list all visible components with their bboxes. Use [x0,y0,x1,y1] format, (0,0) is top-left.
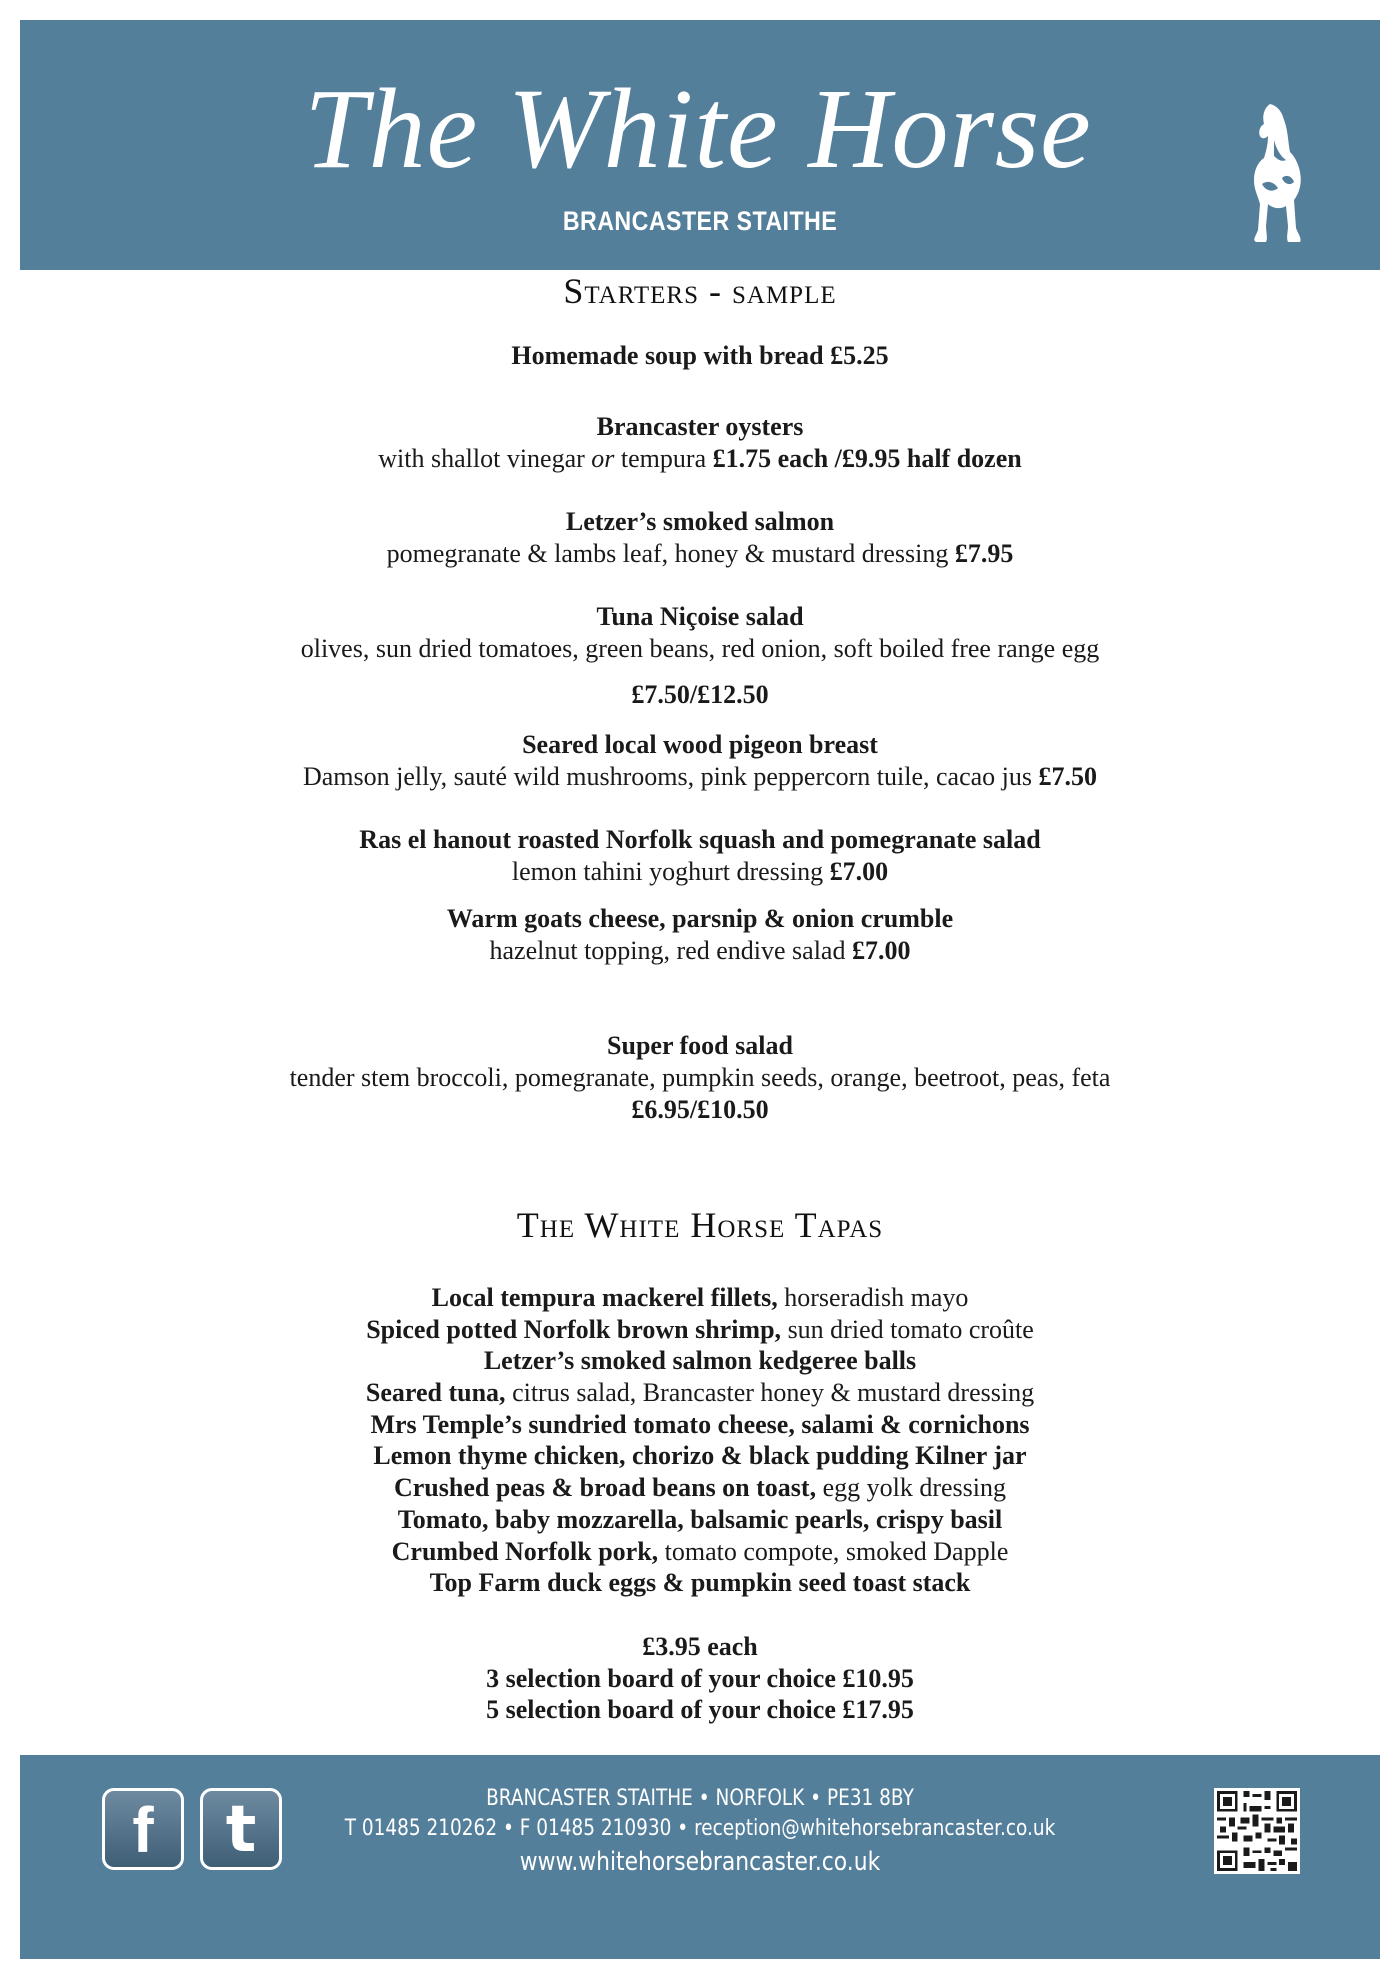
item-price: £7.00 [851,936,911,965]
item-name: Mrs Temple’s sundried tomato cheese, salami & cornichons [370,1409,1030,1439]
item-description: sun dried tomato croûte [787,1314,1034,1344]
item-description: Damson jelly, sauté wild mushrooms, pink peppercorn tuile, cacao jus [302,762,1033,791]
starter-item [0,729,1400,793]
item-description-or: or [591,444,615,473]
tapas-price-each: £3.95 each [642,1632,758,1661]
item-name: Letzer’s smoked salmon [565,507,835,536]
brand-title: The White Horse [304,65,1092,192]
item-name: Top Farm duck eggs & pumpkin seed toast stack [429,1568,971,1598]
tapas-pricing [0,1631,1400,1726]
starter-item [0,411,1400,475]
item-name: Homemade soup with bread [511,341,824,370]
list-item [0,1567,1400,1599]
tapas-list [0,1282,1400,1599]
list-item [0,1472,1400,1504]
starter-item [0,340,1400,372]
item-name: Seared local wood pigeon breast [522,730,878,759]
item-name: Super food salad [607,1031,793,1060]
item-description: tempura [614,444,707,473]
item-name: Warm goats cheese, parsnip & onion crumble [446,904,954,933]
footer-address: BRANCASTER STAITHE • NORFOLK • PE31 8BY [486,1786,914,1811]
list-item [0,1504,1400,1536]
tapas-heading: The White Horse Tapas [516,1205,884,1245]
starter-item [0,601,1400,711]
facebook-icon[interactable]: f [102,1788,184,1870]
item-description: tomato compote, smoked Dapple [664,1536,1009,1566]
item-name: Brancaster oysters [596,412,804,441]
tapas-price-board-3: 3 selection board of your choice £10.95 [486,1663,914,1693]
item-description: with shallot vinegar [378,444,592,473]
item-description: horseradish mayo [784,1283,969,1312]
starter-item [0,903,1400,967]
list-item [0,1409,1400,1441]
item-name: Crushed peas & broad beans on toast, [393,1473,817,1503]
item-name: Spiced potted Norfolk brown shrimp, [366,1314,782,1344]
item-name: Tomato, baby mozzarella, balsamic pearls, crispy basil [397,1504,1003,1534]
tapas-price-board-5: 5 selection board of your choice £17.95 [486,1695,914,1725]
list-item [0,1377,1400,1409]
item-name: Lemon thyme chicken, chorizo & black pudding Kilner jar [373,1441,1027,1471]
item-description: pomegranate & lambs leaf, honey & mustard dressing [386,539,949,568]
footer-contact[interactable]: T 01485 210262 • F 01485 210930 • reception@whitehorsebrancaster.co.uk [344,1816,1056,1841]
starters-heading: Starters - sample [563,271,837,311]
item-price: £6.95/£10.50 [631,1095,769,1124]
item-price: £5.25 [830,341,889,370]
footer-website[interactable]: www.whitehorsebrancaster.co.uk [519,1847,881,1877]
list-item [0,1536,1400,1568]
item-price: £7.00 [829,857,889,886]
item-description: lemon tahini yoghurt dressing [511,857,824,886]
item-name: Ras el hanout roasted Norfolk squash and pomegranate salad [359,825,1041,854]
item-price: £7.50 [1038,762,1098,791]
starter-item [0,1030,1400,1126]
list-item [0,1314,1400,1346]
item-description: olives, sun dried tomatoes, green beans, red onion, soft boiled free range egg [300,634,1100,663]
item-price: £1.75 each /£9.95 half dozen [712,444,1022,473]
item-name: Crumbed Norfolk pork, [391,1536,659,1566]
brand-subtitle: BRANCASTER STAITHE [562,206,838,236]
starter-item [0,506,1400,570]
twitter-icon[interactable]: t [200,1788,282,1870]
item-description: egg yolk dressing [822,1473,1006,1503]
item-name: Letzer’s smoked salmon kedgeree balls [483,1346,917,1376]
item-description: tender stem broccoli, pomegranate, pumpkin seeds, orange, beetroot, peas, feta [289,1063,1111,1092]
item-price: £7.95 [954,539,1014,568]
item-name: Tuna Niçoise salad [596,602,804,631]
horse-icon [1240,100,1316,248]
item-description: hazelnut topping, red endive salad [489,936,846,965]
list-item [0,1440,1400,1472]
item-name: Local tempura mackerel fillets, [431,1283,778,1312]
item-name: Seared tuna, [365,1378,506,1408]
item-price: £7.50/£12.50 [631,680,769,709]
starter-item [0,824,1400,888]
item-description: citrus salad, Brancaster honey & mustard dressing [512,1378,1035,1408]
list-item [0,1282,1400,1314]
list-item [0,1345,1400,1377]
qr-code-icon[interactable] [1214,1788,1300,1874]
